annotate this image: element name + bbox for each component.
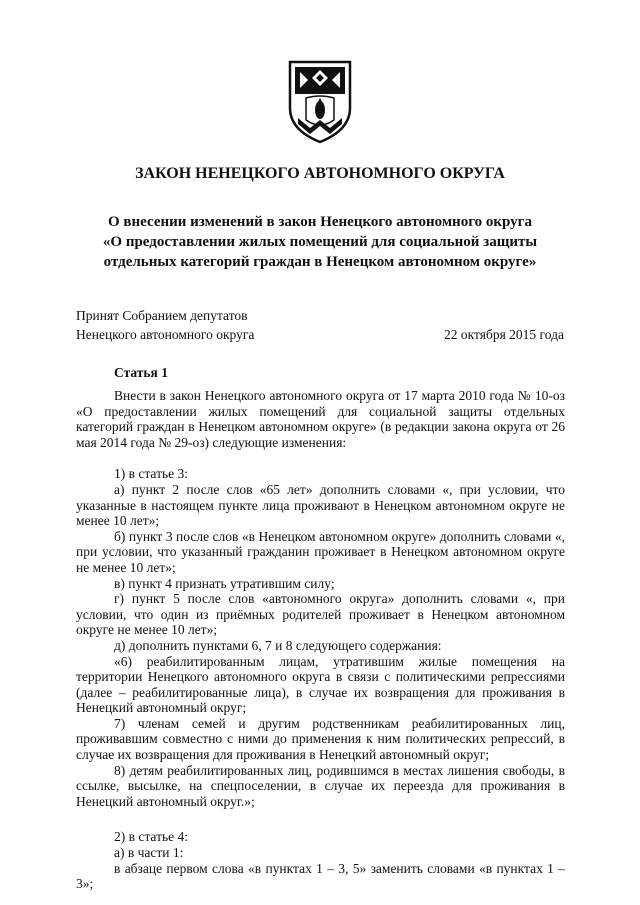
paragraph: 1) в статье 3: <box>114 466 188 482</box>
adoption-date: 22 октября 2015 года <box>444 327 564 342</box>
coat-of-arms-icon <box>286 58 354 144</box>
paragraph: «6) реабилитированным лицам, утратившим жилые помещения на территории Ненецкого автономного округа в связи с политическими репрессиями (далее – реабилитированные лица), в случае их возвращения для проживания в Ненецкий автономный округ; <box>76 653 565 716</box>
adopted-by <box>76 306 254 344</box>
paragraph: Внести в закон Ненецкого автономного округа от 17 марта 2010 года № 10-оз «О предоставлении жилых помещений для социальной защиты отдельных категорий граждан в Ненецком автономном округе» (в редакции закона округа от 26 мая 2014 года № 29-оз) следующие изменения: <box>76 388 565 450</box>
paragraph: а) пункт 2 после слов «65 лет» дополнить словами «, при условии, что указанные в настоящем пункте лица проживают в Ненецком автономном округе не менее 10 лет»; <box>76 481 565 529</box>
subtitle-line: отдельных категорий граждан в Ненецком автономном округе» <box>103 254 537 270</box>
law-subtitle <box>0 212 640 272</box>
law-title: ЗАКОН НЕНЕЦКОГО АВТОНОМНОГО ОКРУГА <box>135 165 505 182</box>
adopted-line: Принят Собранием депутатов <box>76 308 248 323</box>
paragraph: г) пункт 5 после слов «автономного округа» дополнить словами «, при условии, что один из приёмных родителей проживает в Ненецком автономном округе не менее 10 лет»; <box>76 591 565 638</box>
article-heading: Статья 1 <box>114 365 168 380</box>
article-body <box>76 388 565 892</box>
subtitle-line: «О предоставлении жилых помещений для социальной защиты <box>102 234 538 250</box>
adopted-line: Ненецкого автономного округа <box>76 327 255 342</box>
paragraph: в абзаце первом слова «в пунктах 1 – 3, 5» заменить словами «в пунктах 1 – 3»; <box>76 860 565 892</box>
paragraph: 2) в статье 4: <box>114 829 188 845</box>
subtitle-line: О внесении изменений в закон Ненецкого автономного округа <box>107 214 532 230</box>
paragraph: 7) членам семей и другим родственникам реабилитированных лиц, проживавшим совместно с ними до применения к ним политических репрессий, в случае их возвращения для проживания в Ненецкий автономный округ; <box>76 715 565 763</box>
paragraph: б) пункт 3 после слов «в Ненецком автономном округе» дополнить словами «, при условии, что указанный гражданин проживает в Ненецком автономном округе не менее 10 лет»; <box>76 528 565 575</box>
paragraph: 8) детям реабилитированных лиц, родившимся в местах лишения свободы, в ссылке, высылке, на спецпоселении, в случае их переезда для проживания в Ненецкий автономный округ.»; <box>76 762 565 809</box>
paragraph: а) в части 1: <box>114 845 184 861</box>
paragraph: в) пункт 4 признать утратившим силу; <box>114 575 335 591</box>
paragraph: д) дополнить пунктами 6, 7 и 8 следующего содержания: <box>114 637 442 653</box>
